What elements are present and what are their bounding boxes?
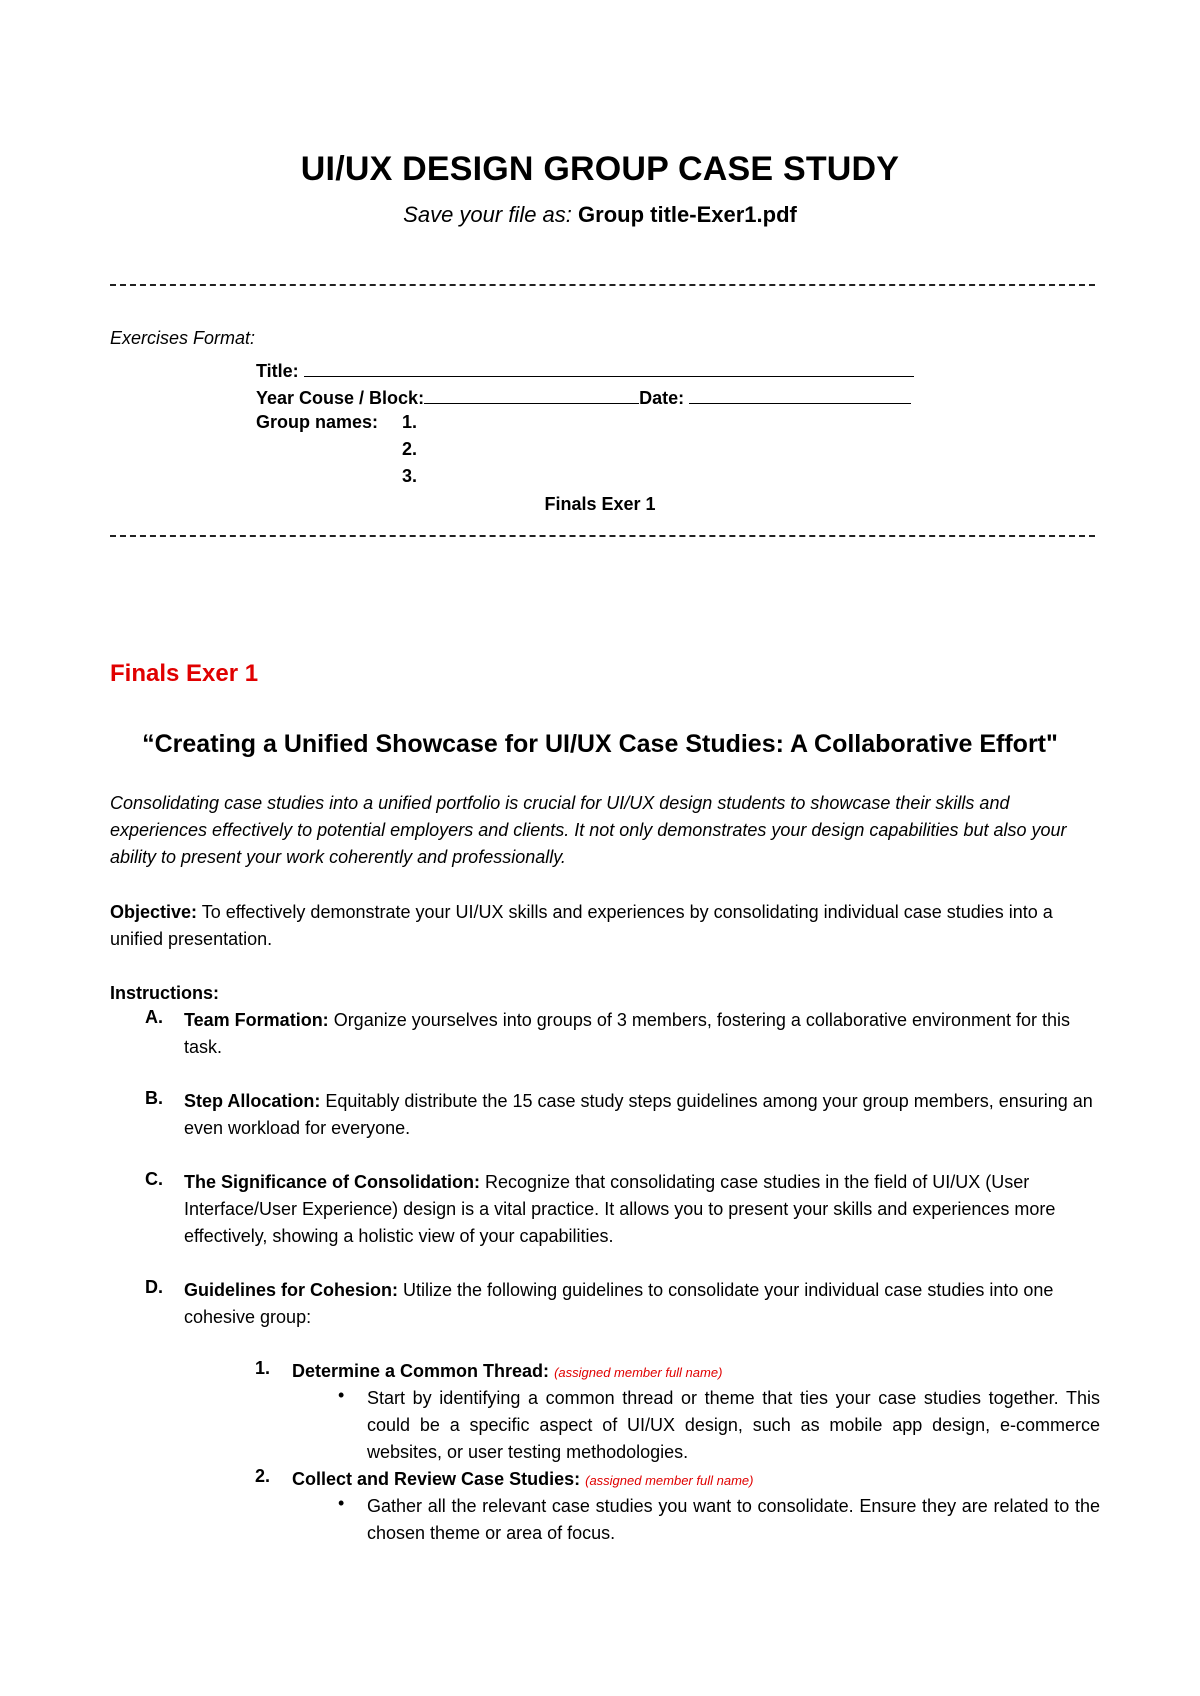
assigned-member-note: (assigned member full name) — [554, 1365, 723, 1380]
save-filename: Group title-Exer1.pdf — [578, 202, 797, 227]
instruction-letter: C. — [145, 1169, 163, 1189]
objective-label: Objective: — [110, 902, 198, 922]
year-field-label: Year Couse / Block: — [256, 388, 425, 408]
title-field-line — [304, 358, 914, 377]
document-title: UI/UX DESIGN GROUP CASE STUDY — [300, 150, 900, 188]
objective-paragraph — [110, 899, 1100, 953]
objective-text: To effectively demonstrate your UI/UX skills and experiences by consolidating individual case studies into a unified presentation. — [110, 902, 1053, 949]
instruction-text: Utilize the following guidelines to consolidate your individual case studies into one cohesive group: — [184, 1280, 1054, 1327]
instruction-item — [184, 1088, 1100, 1142]
year-date-row — [256, 385, 911, 409]
guideline-number: 1. — [255, 1358, 271, 1378]
instruction-label: Team Formation: — [184, 1010, 329, 1030]
dashed-divider-bottom — [110, 535, 1095, 537]
group-number: 1. — [402, 412, 418, 432]
group-number: 3. — [402, 466, 418, 486]
instruction-text: Organize yourselves into groups of 3 members, fostering a collaborative environment for this task. — [184, 1010, 1071, 1057]
section-heading: Finals Exer 1 — [110, 660, 259, 687]
assigned-member-note: (assigned member full name) — [585, 1473, 754, 1488]
instructions-label: Instructions: — [110, 983, 220, 1003]
main-heading: “Creating a Unified Showcase for UI/UX Case Studies: A Collaborative Effort" — [142, 730, 1058, 758]
instruction-text: Recognize that consolidating case studies in the field of UI/UX (User Interface/User Experience) design is a vital practice. It allows you to present your skills and experiences more effectively, showing a holistic view of your capabilities. — [184, 1172, 1056, 1246]
group-names-label: Group names: — [256, 412, 379, 432]
guideline-number: 2. — [255, 1466, 271, 1486]
instruction-letter: B. — [145, 1088, 163, 1108]
bullet-icon: • — [338, 1493, 345, 1513]
group-number: 2. — [402, 439, 418, 459]
instruction-letter: A. — [145, 1007, 163, 1027]
instruction-label: Guidelines for Cohesion: — [184, 1280, 399, 1300]
instruction-item — [184, 1007, 1100, 1061]
year-field-line — [424, 385, 639, 404]
guideline-bullet-text: Start by identifying a common thread or theme that ties your case studies together. This could be a specific aspect of UI/UX design, such as mobile app design, e-commerce websites, or user testing methodologies. — [367, 1388, 1100, 1462]
title-field-row — [256, 358, 914, 382]
instruction-label: Step Allocation: — [184, 1091, 321, 1111]
exercises-format-label: Exercises Format: — [110, 328, 256, 348]
instruction-text: Equitably distribute the 15 case study steps guidelines among your group members, ensuring an even workload for everyone. — [184, 1091, 1093, 1138]
date-field-label: Date: — [639, 388, 685, 408]
save-instruction — [0, 202, 1200, 228]
guideline-item — [292, 1358, 1100, 1386]
intro-paragraph: Consolidating case studies into a unified portfolio is crucial for UI/UX design students to showcase their skills and experiences effectively to potential employers and clients. It not only demonstrates your design capabilities but also your ability to present your work coherently and professionally. — [110, 793, 1067, 867]
instruction-label: The Significance of Consolidation: — [184, 1172, 481, 1192]
dashed-divider-top — [110, 284, 1095, 286]
date-field-line — [689, 385, 911, 404]
guideline-item — [292, 1466, 1100, 1494]
finals-exer-label: Finals Exer 1 — [544, 494, 656, 514]
bullet-icon: • — [338, 1385, 345, 1405]
instruction-item — [184, 1277, 1100, 1331]
save-prefix: Save your file as: — [403, 202, 572, 227]
instruction-letter: D. — [145, 1277, 163, 1297]
guideline-label: Collect and Review Case Studies: — [292, 1469, 581, 1489]
guideline-bullet-text: Gather all the relevant case studies you want to consolidate. Ensure they are related to the chosen theme or area of focus. — [367, 1496, 1100, 1543]
instruction-item — [184, 1169, 1100, 1250]
guideline-label: Determine a Common Thread: — [292, 1361, 550, 1381]
title-field-label: Title: — [256, 361, 299, 381]
